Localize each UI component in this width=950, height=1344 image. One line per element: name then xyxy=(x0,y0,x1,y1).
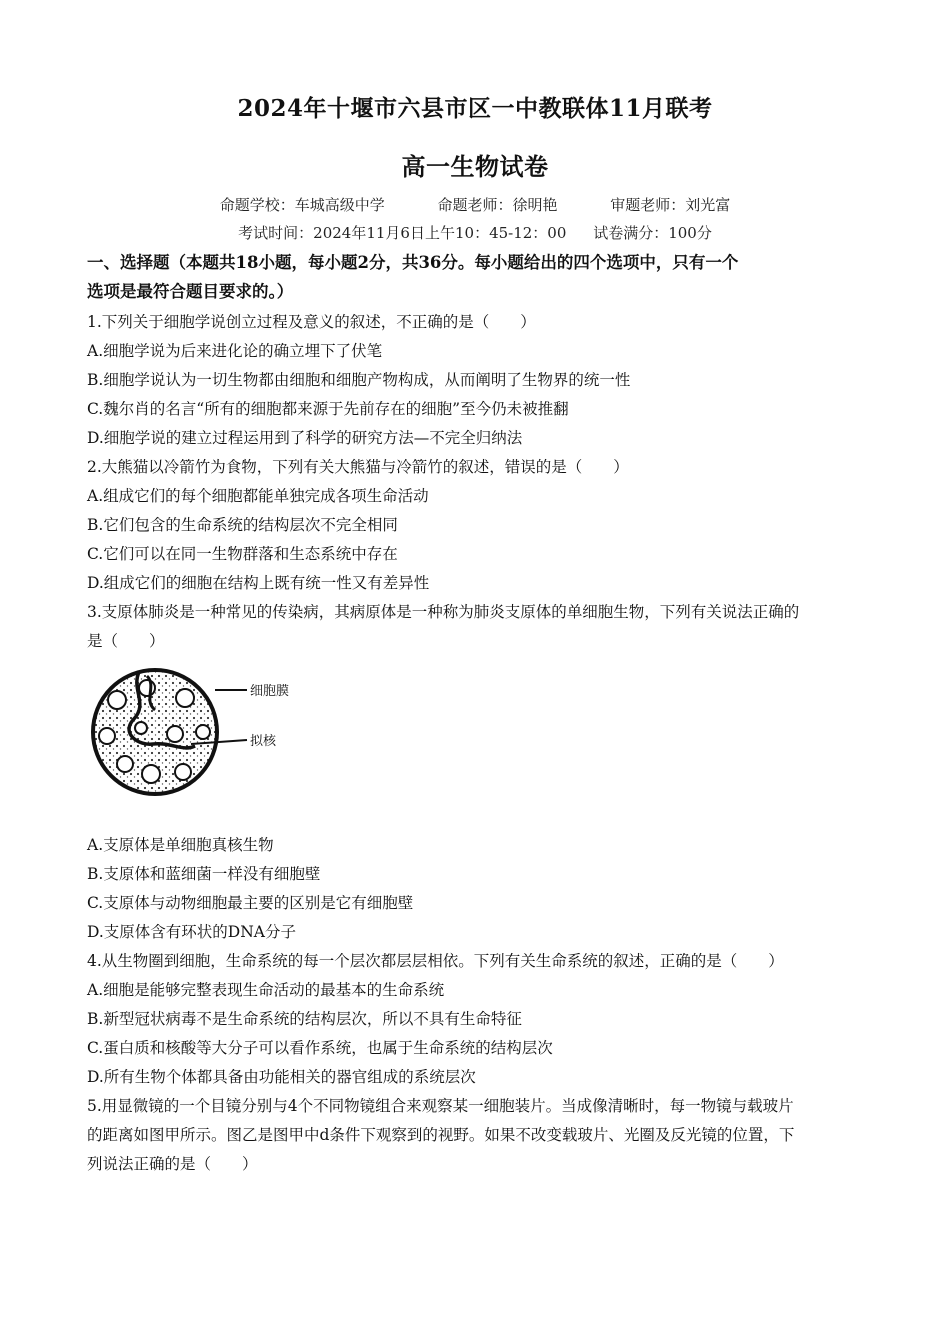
mycoplasma-diagram xyxy=(87,660,307,810)
question-5-stem: 5.用显微镜的一个目镜分别与4个不同物镜组合来观察某一细胞装片。当成像清晰时，每一物镜与载玻片 xyxy=(87,1097,794,1115)
question-4-option-d: D.所有生物个体都具备由功能相关的器官组成的系统层次 xyxy=(87,1068,476,1086)
nucleoid-label: 拟核 xyxy=(250,734,277,749)
question-3-option-c: C.支原体与动物细胞最主要的区别是它有细胞壁 xyxy=(87,894,414,912)
full-score-text: 试卷满分：100分 xyxy=(593,224,712,242)
question-2-stem: 2.大熊猫以冷箭竹为食物，下列有关大熊猫与冷箭竹的叙述，错误的是（ ） xyxy=(87,458,629,476)
exam-time-text: 考试时间：2024年11月6日上午10：45-12：00 xyxy=(238,224,567,242)
question-1-option-d: D.细胞学说的建立过程运用到了科学的研究方法—不完全归纳法 xyxy=(87,429,523,447)
exam-title: 2024年十堰市六县市区一中教联体11月联考 xyxy=(237,95,713,122)
questions-3-5 xyxy=(87,831,872,1179)
exam-info xyxy=(0,222,950,243)
question-2-option-c: C.它们可以在同一生物群落和生态系统中存在 xyxy=(87,545,398,563)
question-3-option-d: D.支原体含有环状的DNA分子 xyxy=(87,923,296,941)
setter-info xyxy=(0,194,950,215)
setter-text: 命题老师：徐明艳 xyxy=(437,196,558,214)
question-5-stem: 的距离如图甲所示。图乙是图甲中d条件下观察到的视野。如果不改变载玻片、光圈及反光镜的位置，下 xyxy=(87,1126,795,1144)
question-4-option-b: B.新型冠状病毒不是生命系统的结构层次，所以不具有生命特征 xyxy=(87,1010,522,1028)
question-3-stem: 3.支原体肺炎是一种常见的传染病，其病原体是一种称为肺炎支原体的单细胞生物，下列有关说法正确的 xyxy=(87,603,800,621)
section-heading-line: 选项是最符合题目要求的。） xyxy=(87,282,294,301)
question-2-option-b: B.它们包含的生命系统的结构层次不完全相同 xyxy=(87,516,398,534)
question-3-option-a: A.支原体是单细胞真核生物 xyxy=(87,836,274,854)
question-5-stem: 列说法正确的是（ ） xyxy=(87,1155,258,1173)
questions-1-3 xyxy=(87,308,872,656)
question-1-stem: 1.下列关于细胞学说创立过程及意义的叙述，不正确的是（ ） xyxy=(87,313,536,331)
question-1-option-c: C.魏尔肖的名言“所有的细胞都来源于先前存在的细胞”至今仍未被推翻 xyxy=(87,400,569,418)
question-2-option-d: D.组成它们的细胞在结构上既有统一性又有差异性 xyxy=(87,574,430,592)
question-4-stem: 4.从生物圈到细胞，生命系统的每一个层次都层层相依。下列有关生命系统的叙述，正确的是（ ） xyxy=(87,952,784,970)
question-4-option-a: A.细胞是能够完整表现生命活动的最基本的生命系统 xyxy=(87,981,445,999)
mycoplasma-cell-figure xyxy=(87,660,307,810)
question-1-option-a: A.细胞学说为后来进化论的确立埋下了伏笔 xyxy=(87,342,383,360)
section-heading xyxy=(87,248,867,306)
membrane-label: 细胞膜 xyxy=(250,684,290,699)
question-3-option-b: B.支原体和蓝细菌一样没有细胞壁 xyxy=(87,865,321,883)
section-heading-line: 一、选择题（本题共18小题，每小题2分，共36分。每小题给出的四个选项中，只有一个 xyxy=(87,253,739,272)
question-3-stem: 是（ ） xyxy=(87,632,165,650)
question-2-option-a: A.组成它们的每个细胞都能单独完成各项生命活动 xyxy=(87,487,429,505)
question-4-option-c: C.蛋白质和核酸等大分子可以看作系统，也属于生命系统的结构层次 xyxy=(87,1039,553,1057)
question-1-option-b: B.细胞学说认为一切生物都由细胞和细胞产物构成，从而阐明了生物界的统一性 xyxy=(87,371,631,389)
reviewer-text: 审题老师：刘光富 xyxy=(610,196,731,214)
exam-subtitle: 高一生物试卷 xyxy=(401,152,549,181)
school-text: 命题学校：车城高级中学 xyxy=(219,196,385,214)
